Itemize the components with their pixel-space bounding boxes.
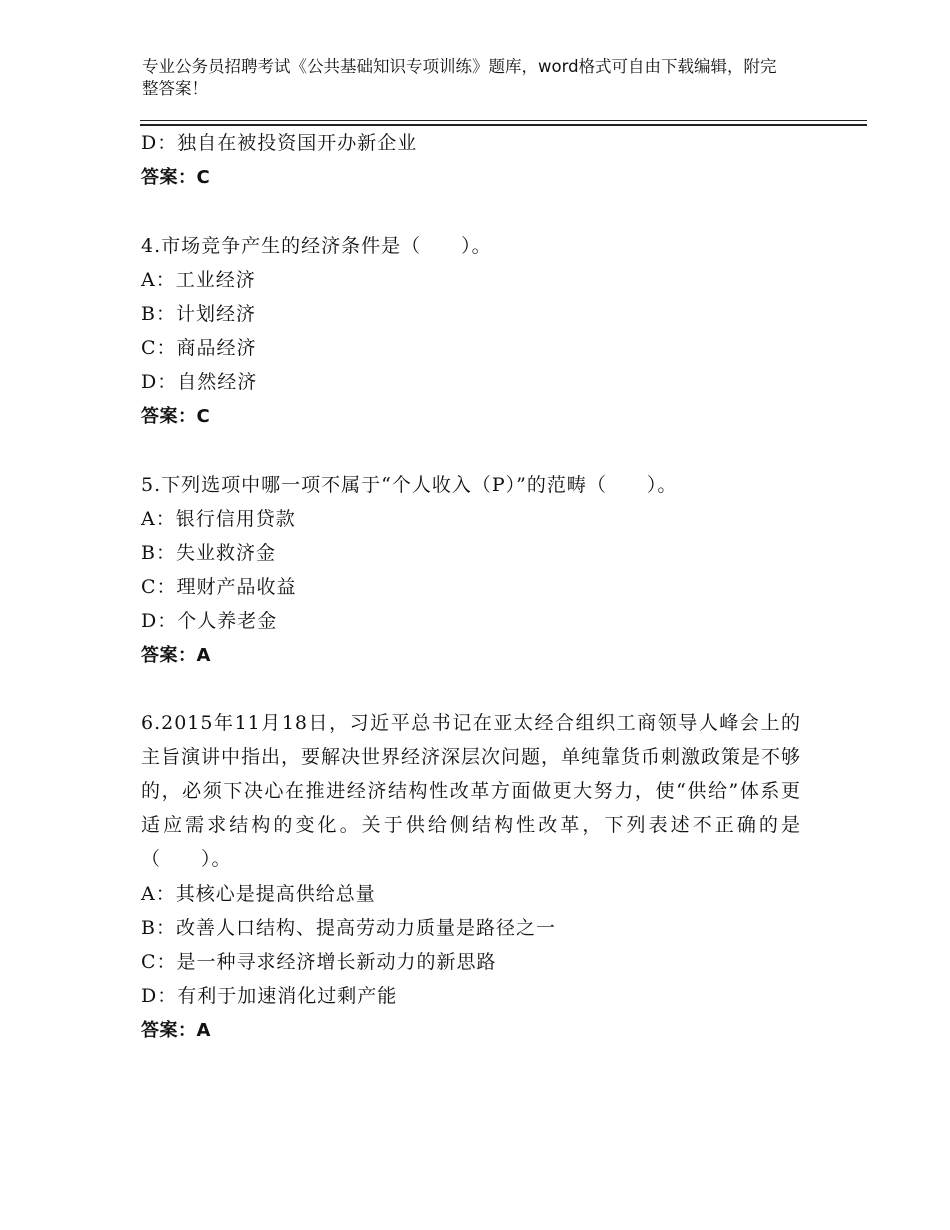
q6-answer: 答案：A	[141, 1020, 211, 1041]
q6-option-a: A：其核心是提高供给总量	[141, 883, 376, 905]
q3-option-d: D：独自在被投资国开办新企业	[141, 132, 418, 154]
q4-option-b: B：计划经济	[141, 303, 256, 325]
q5-option-a: A：银行信用贷款	[141, 508, 296, 530]
q6-question: 6.2015年11月18日，习近平总书记在亚太经合组织工商领导人峰会上的主旨演讲中指出，要解决世界经济深层次问题，单纯靠货币刺激政策是不够的，必须下决心在推进经济结构性改革方面做更大努力，使“供给”体系更适应需求结构的变化。关于供给侧结构性改革，下列表述不正确的是（ ）。	[141, 712, 802, 870]
q5-option-d: D：个人养老金	[141, 610, 278, 632]
q3-answer: 答案：C	[141, 167, 211, 188]
q4-option-a: A：工业经济	[141, 269, 256, 291]
q6-option-c: C：是一种寻求经济增长新动力的新思路	[141, 951, 497, 973]
q6-option-d: D：有利于加速消化过剩产能	[141, 985, 398, 1007]
q5-option-c: C：理财产品收益	[141, 576, 297, 598]
header-divider-thin	[140, 120, 867, 121]
q4-option-d: D：自然经济	[141, 371, 258, 393]
q4-answer: 答案：C	[141, 406, 211, 427]
q5-question: 5.下列选项中哪一项不属于“个人收入（P）”的范畴（ ）。	[141, 474, 678, 496]
q4-question: 4.市场竞争产生的经济条件是（ ）。	[141, 235, 492, 257]
q5-answer: 答案：A	[141, 645, 211, 666]
q5-option-b: B：失业救济金	[141, 542, 276, 564]
header-divider-thick	[140, 124, 867, 126]
q4-option-c: C：商品经济	[141, 337, 257, 359]
q6-option-b: B：改善人口结构、提高劳动力质量是路径之一	[141, 917, 556, 939]
page-header: 专业公务员招聘考试《公共基础知识专项训练》题库，word格式可自由下载编辑，附完整答案！	[142, 57, 777, 98]
